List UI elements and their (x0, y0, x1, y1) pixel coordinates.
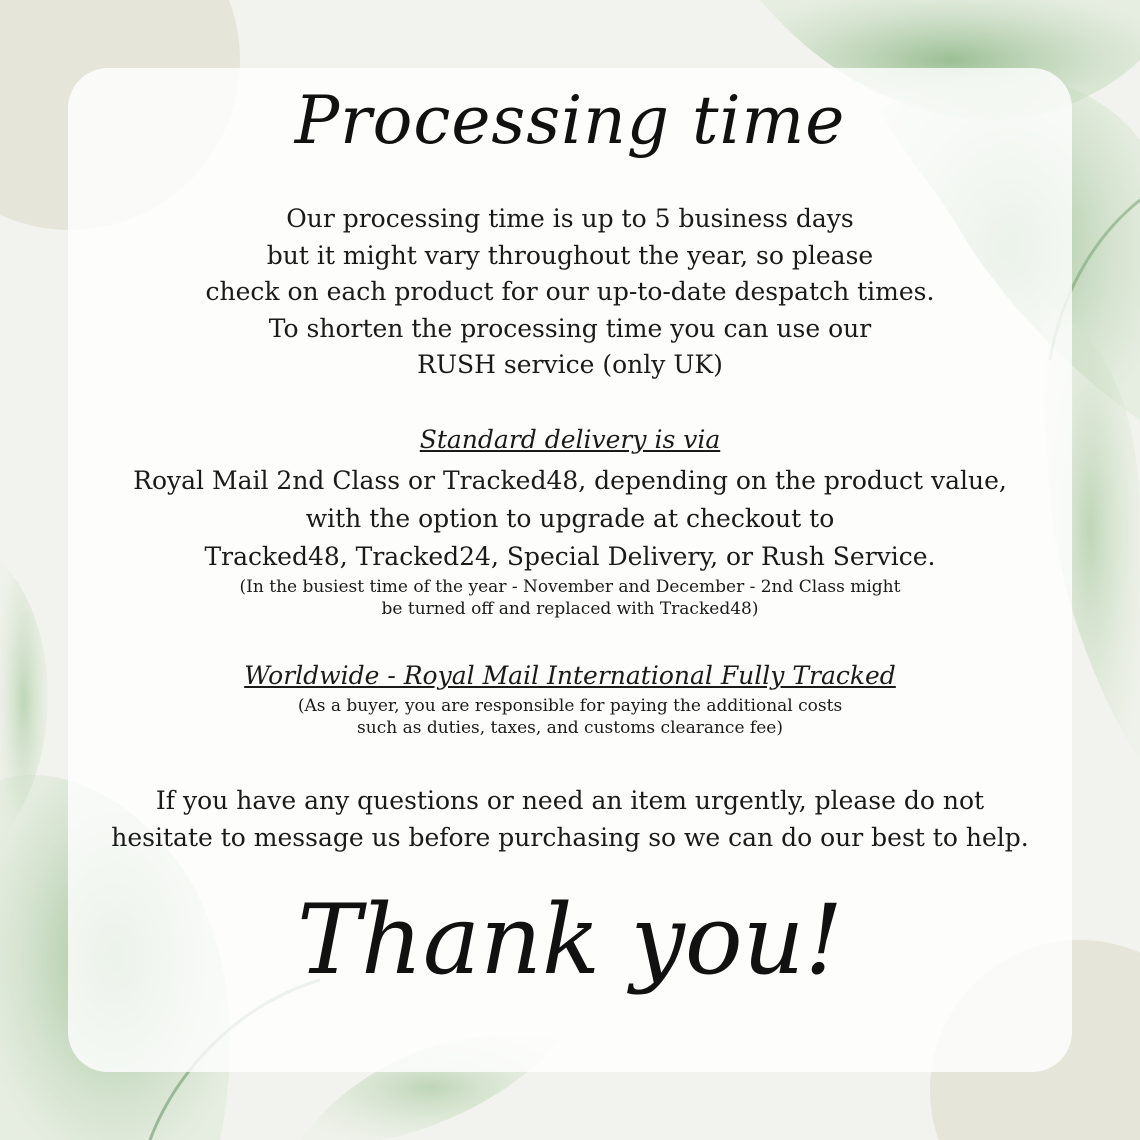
content-area (68, 68, 1072, 1072)
processing-line: RUSH service (only UK) (417, 350, 723, 379)
standard-delivery-note (68, 576, 1072, 620)
processing-paragraph (68, 201, 1072, 384)
worldwide-heading: Worldwide - Royal Mail International Fully Tracked (244, 661, 896, 690)
worldwide-note-line: such as duties, taxes, and customs clearance fee) (357, 718, 783, 738)
processing-time-title: Processing time (294, 82, 846, 159)
worldwide-note (68, 695, 1072, 739)
standard-line: Royal Mail 2nd Class or Tracked48, depending on the product value, (133, 466, 1007, 495)
standard-note-line: (In the busiest time of the year - November and December - 2nd Class might (239, 577, 901, 597)
closing-paragraph (68, 782, 1072, 856)
worldwide-note-line: (As a buyer, you are responsible for paying the additional costs (297, 696, 843, 716)
closing-line: hesitate to message us before purchasing so we can do our best to help. (111, 823, 1029, 852)
processing-line: Our processing time is up to 5 business days (286, 204, 854, 233)
standard-delivery-paragraph (68, 462, 1072, 576)
closing-line: If you have any questions or need an item urgently, please do not (155, 786, 985, 815)
thank-you-signature: Thank you! (296, 884, 844, 996)
standard-note-line: be turned off and replaced with Tracked48) (381, 599, 759, 619)
processing-line: but it might vary throughout the year, so please (266, 240, 874, 270)
processing-line: To shorten the processing time you can use our (268, 313, 872, 343)
processing-line: check on each product for our up-to-date despatch times. (205, 277, 935, 306)
standard-delivery-heading: Standard delivery is via (419, 425, 721, 454)
standard-line: with the option to upgrade at checkout to (305, 504, 835, 533)
standard-line: Tracked48, Tracked24, Special Delivery, or Rush Service. (204, 542, 936, 571)
